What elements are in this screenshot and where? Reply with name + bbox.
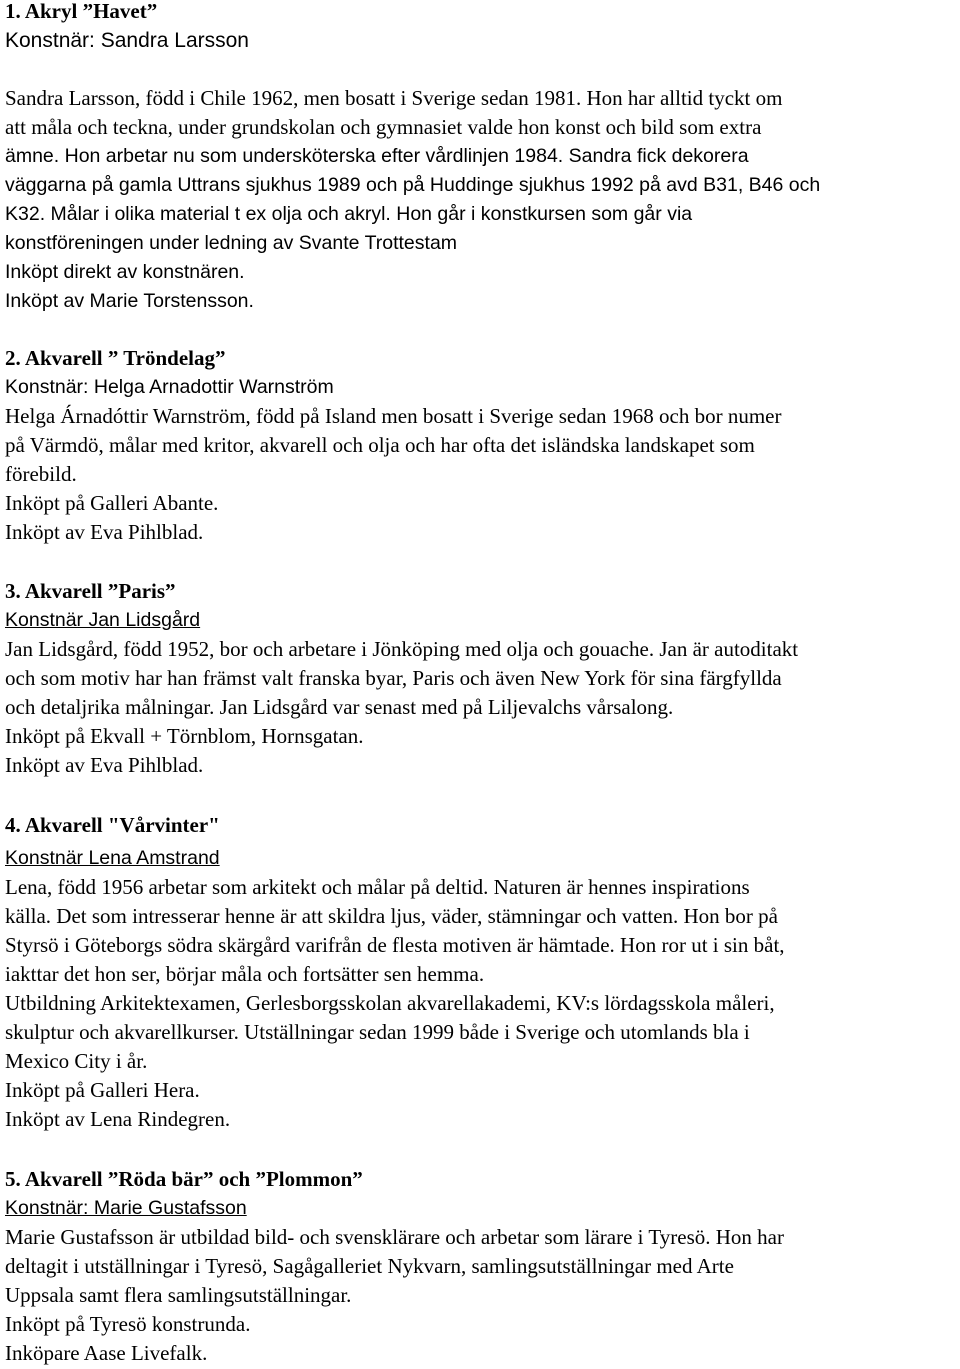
artwork-title: 4. Akvarell "Vårvinter" xyxy=(5,813,220,837)
purchaser: Inköpare Aase Livefalk. xyxy=(5,1341,208,1365)
description-line: källa. Det som intresserar henne är att skildra ljus, väder, stämningar och vatten. Hon bor på xyxy=(5,904,779,928)
description-line: deltagit i utställningar i Tyresö, Sagågalleriet Nykvarn, samlingsutställningar med Arte xyxy=(5,1254,734,1278)
description-line: väggarna på gamla Uttrans sjukhus 1989 och på Huddinge sjukhus 1992 på avd B31, B46 och xyxy=(5,174,821,196)
artist-name: Konstnär: Helga Arnadottir Warnström xyxy=(5,376,334,398)
description-line: konstföreningen under ledning av Svante Trottestam xyxy=(5,232,458,254)
description-line: iakttar det hon ser, börjar måla och fortsätter sen hemma. xyxy=(5,962,485,986)
artwork-entry-2 xyxy=(5,344,960,547)
description-line: och som motiv har han främst valt franska byar, Paris och även New York för sina färgfyllda xyxy=(5,666,782,690)
description-line: Jan Lidsgård, född 1952, bor och arbetare i Jönköping med olja och gouache. Jan är autoditakt xyxy=(5,637,799,661)
artwork-description-1 xyxy=(5,84,960,316)
description-line: Lena, född 1956 arbetar som arkitekt och målar på deltid. Naturen är hennes inspirations xyxy=(5,875,750,899)
purchase-source: Inköpt på Ekvall + Törnblom, Hornsgatan. xyxy=(5,724,364,748)
purchase-source: Inköpt på Galleri Abante. xyxy=(5,491,219,515)
description-line: Utbildning Arkitektexamen, Gerlesborgsskolan akvarellakademi, KV:s lördagsskola måleri, xyxy=(5,991,775,1015)
description-line: ämne. Hon arbetar nu som undersköterska efter vårdlinjen 1984. Sandra fick dekorera xyxy=(5,145,749,167)
description-line: förebild. xyxy=(5,462,77,486)
purchaser: Inköpt av Eva Pihlblad. xyxy=(5,753,204,777)
artist-name: Konstnär: Marie Gustafsson xyxy=(5,1197,247,1219)
purchase-source: Inköpt på Galleri Hera. xyxy=(5,1078,200,1102)
artwork-title: 2. Akvarell ” Tröndelag” xyxy=(5,346,226,370)
description-line: att måla och teckna, under grundskolan och gymnasiet valde hon konst och bild som extra xyxy=(5,115,762,139)
purchase-source: Inköpt direkt av konstnären. xyxy=(5,261,245,283)
description-line: på Värmdö, målar med kritor, akvarell och olja och har ofta det isländska landskapet som xyxy=(5,433,755,457)
description-line: och detaljrika målningar. Jan Lidsgård var senast med på Liljevalchs vårsalong. xyxy=(5,695,674,719)
description-line: K32. Målar i olika material t ex olja och akryl. Hon går i konstkursen som går via xyxy=(5,203,693,225)
purchaser: Inköpt av Eva Pihlblad. xyxy=(5,520,204,544)
artist-name: Konstnär Jan Lidsgård xyxy=(5,609,201,631)
artwork-description-4 xyxy=(5,844,960,1134)
artwork-title: 3. Akvarell ”Paris” xyxy=(5,579,176,603)
description-line: Sandra Larsson, född i Chile 1962, men bosatt i Sverige sedan 1981. Hon har alltid tyckt om xyxy=(5,86,783,110)
description-line: Marie Gustafsson är utbildad bild- och svensklärare och arbetar som lärare i Tyresö. Hon har xyxy=(5,1225,784,1249)
purchase-source: Inköpt på Tyresö konstrunda. xyxy=(5,1312,251,1336)
description-line: Uppsala samt flera samlingsutställningar. xyxy=(5,1283,352,1307)
artwork-entry-4 xyxy=(5,811,960,840)
artwork-title: 1. Akryl ”Havet” xyxy=(5,0,158,23)
artwork-entry-1 xyxy=(5,0,960,55)
description-line: skulptur och akvarellkurser. Utställningar sedan 1999 både i Sverige och utomlands bla i xyxy=(5,1020,750,1044)
artist-name: Konstnär: Sandra Larsson xyxy=(5,29,249,52)
artwork-title: 5. Akvarell ”Röda bär” och ”Plommon” xyxy=(5,1167,363,1191)
purchaser: Inköpt av Lena Rindegren. xyxy=(5,1107,231,1131)
description-line: Mexico City i år. xyxy=(5,1049,148,1073)
description-line: Styrsö i Göteborgs södra skärgård varifrån de flesta motiven är hämtade. Hon ror ut i sin båt, xyxy=(5,933,785,957)
artist-name: Konstnär Lena Amstrand xyxy=(5,847,220,869)
artwork-entry-5 xyxy=(5,1165,960,1368)
artwork-entry-3 xyxy=(5,577,960,780)
purchaser: Inköpt av Marie Torstensson. xyxy=(5,290,254,312)
description-line: Helga Árnadóttir Warnström, född på Island men bosatt i Sverige sedan 1968 och bor numer xyxy=(5,404,782,428)
